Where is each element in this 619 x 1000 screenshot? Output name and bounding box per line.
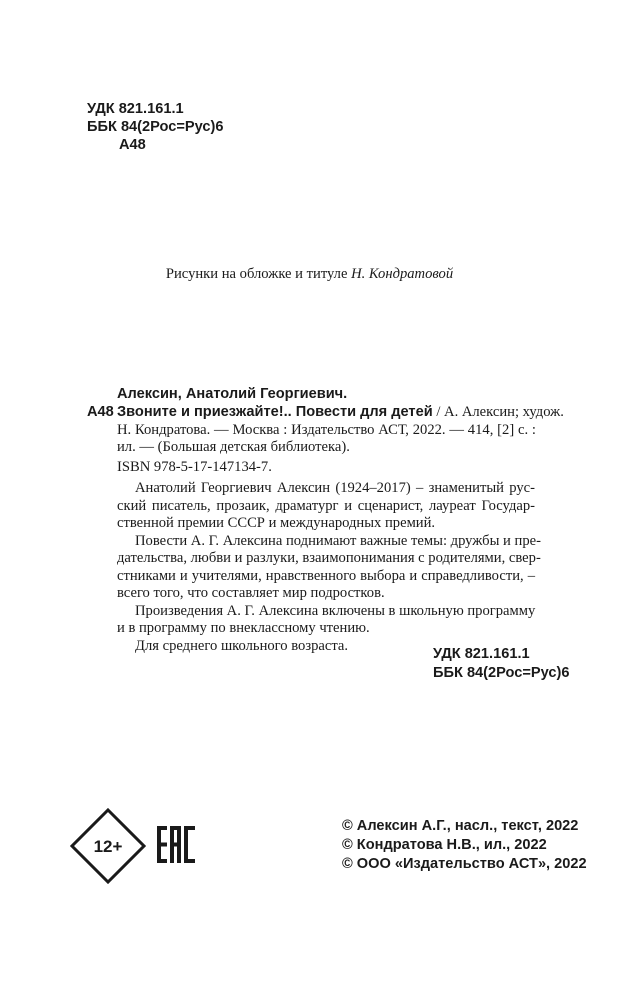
catalog-desc-line-3: ил. — (Большая детская библиотека).	[117, 439, 350, 455]
copyright-block	[342, 818, 587, 875]
age-rating-label: 12+	[93, 837, 123, 856]
annotation-p3-line: и в программу по внеклассному чтению.	[117, 620, 370, 636]
eac-conformity-mark	[157, 826, 195, 863]
annotation-p2-line: всего того, что составляет мир подростков.	[117, 585, 385, 601]
catalog-desc-line-2: Н. Кондратова. — Москва : Издательство АСТ, 2022. — 414, [2] с. :	[117, 421, 536, 438]
top-classification-codes	[87, 101, 223, 155]
catalog-responsibility: / А. Алексин; худож.	[432, 404, 564, 420]
copyright-line: © Алексин А.Г., насл., текст, 2022	[342, 818, 579, 834]
catalog-title: Звоните и приезжайте!.. Повести для детей	[117, 404, 433, 420]
copyright-line: © Кондратова Н.В., ил., 2022	[342, 837, 547, 853]
catalog-description	[117, 404, 564, 457]
annotation-p1-line: Анатолий Георгиевич Алексин (1924–2017) – знаменитый рус-	[135, 480, 535, 496]
top-bbk-code: ББК 84(2Рос=Рус)6	[87, 119, 224, 135]
bottom-bbk-code: ББК 84(2Рос=Рус)6	[433, 665, 570, 681]
copyright-line: © ООО «Издательство АСТ», 2022	[342, 856, 587, 872]
catalog-desc-line-1	[117, 404, 564, 422]
illustrator-name: Н. Кондратовой	[351, 266, 454, 282]
age-rating-icon	[70, 808, 146, 884]
annotation-p4-line: Для среднего школьного возраста.	[135, 637, 349, 654]
illustrator-prefix: Рисунки на обложке и титуле	[165, 266, 348, 282]
catalog-author: Алексин, Анатолий Георгиевич.	[117, 386, 348, 402]
annotation-p2-line: дательства, любви и разлуки, взаимопонимания с родителями, свер-	[117, 550, 541, 566]
annotation-p1-line: ственной премии СССР и международных премий.	[117, 515, 436, 531]
annotation-p1-line: ский писатель, прозаик, драматург и сценарист, лауреат Государ-	[117, 497, 535, 514]
bottom-classification-codes	[433, 646, 569, 684]
annotation-p2-line: стниками и учителями, нравственного выбора и справедливости, –	[117, 567, 535, 584]
isbn: ISBN 978-5-17-147134-7.	[117, 459, 272, 475]
top-author-mark: А48	[119, 137, 146, 153]
annotation-p3-line: Произведения А. Г. Алексина включены в школьную программу	[135, 602, 536, 619]
bottom-udk-code: УДК 821.161.1	[433, 646, 530, 662]
illustrator-credit	[0, 266, 619, 283]
annotation	[117, 480, 541, 655]
top-udk-code: УДК 821.161.1	[87, 101, 184, 117]
annotation-p2-line: Повести А. Г. Алексина поднимают важные темы: дружбы и пре-	[135, 532, 541, 549]
catalog-author-mark: А48	[87, 404, 114, 420]
